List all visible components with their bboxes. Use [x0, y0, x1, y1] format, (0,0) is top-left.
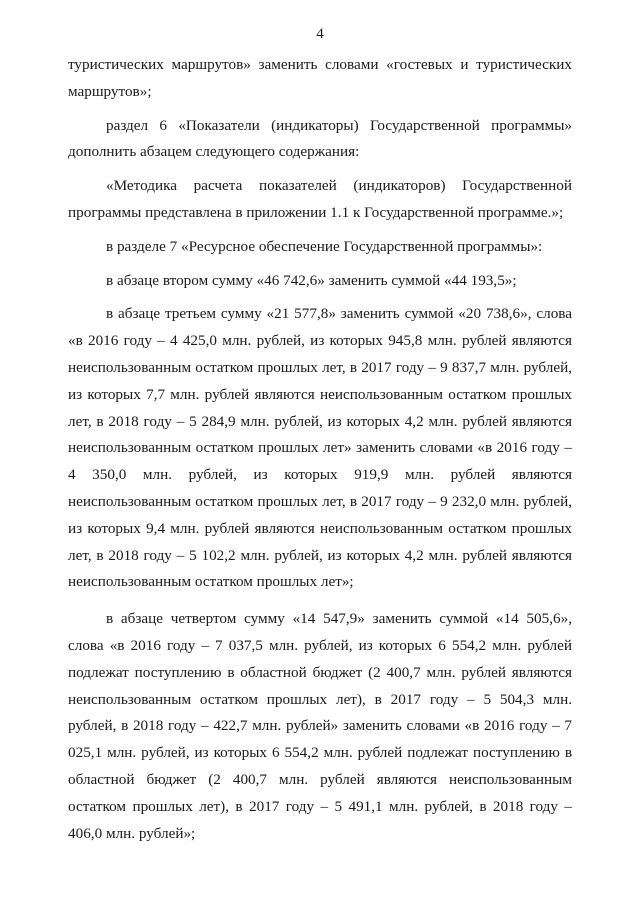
paragraph-second-clause: в абзаце втором сумму «46 742,6» заменить суммой «44 193,5»; — [106, 271, 517, 289]
paragraph-methodology-quote: «Методика расчета показателей (индикаторов) Государственной программы представлена в приложении 1.1 к Государственной программе.»; — [68, 177, 572, 221]
page-number: 4 — [316, 26, 324, 42]
document-body — [68, 52, 572, 847]
paragraph-fourth-clause: в абзаце четвертом сумму «14 547,9» заменить суммой «14 505,6», слова «в 2016 году – 7 037,5 млн. рублей, из которых 6 554,2 млн. рублей подлежат поступлению в областной бюджет (2 400,7 млн. рублей являются неиспользованным остатком прошлых лет), в 2017 году – 5 504,3 млн. рублей, в 2018 году – 422,7 млн. рублей» заменить словами «в 2016 году – 7 025,1 млн. рублей, из которых 6 554,2 млн. рублей подлежат поступлению в областной бюджет (2 400,7 млн. рублей являются неиспользованным остатком прошлых лет), в 2017 году – 5 491,1 млн. рублей, в 2018 году – 406,0 млн. рублей»; — [68, 610, 572, 842]
paragraph-third-clause: в абзаце третьем сумму «21 577,8» заменить суммой «20 738,6», слова «в 2016 году – 4 425,0 млн. рублей, из которых 945,8 млн. рублей являются неиспользованным остатком прошлых лет, в 2017 году – 9 837,7 млн. рублей, из которых 7,7 млн. рублей являются неиспользованным остатком прошлых лет, в 2018 году – 5 284,9 млн. рублей, из которых 4,2 млн. рублей являются неиспользованным остатком прошлых лет» заменить словами «в 2016 году – 4 350,0 млн. рублей, из которых 919,9 млн. рублей являются неиспользованным остатком прошлых лет, в 2017 году – 9 232,0 млн. рублей, из которых 9,4 млн. рублей являются неиспользованным остатком прошлых лет, в 2018 году – 5 102,2 млн. рублей, из которых 4,2 млн. рублей являются неиспользованным остатком прошлых лет»; — [68, 305, 572, 591]
paragraph-section-6: раздел 6 «Показатели (индикаторы) Государственной программы» дополнить абзацем следующего содержания: — [68, 116, 572, 161]
paragraph-section-7: в разделе 7 «Ресурсное обеспечение Государственной программы»: — [106, 237, 543, 255]
paragraph-continuation: туристических маршрутов» заменить словами «гостевых и туристических маршрутов»; — [68, 56, 572, 100]
